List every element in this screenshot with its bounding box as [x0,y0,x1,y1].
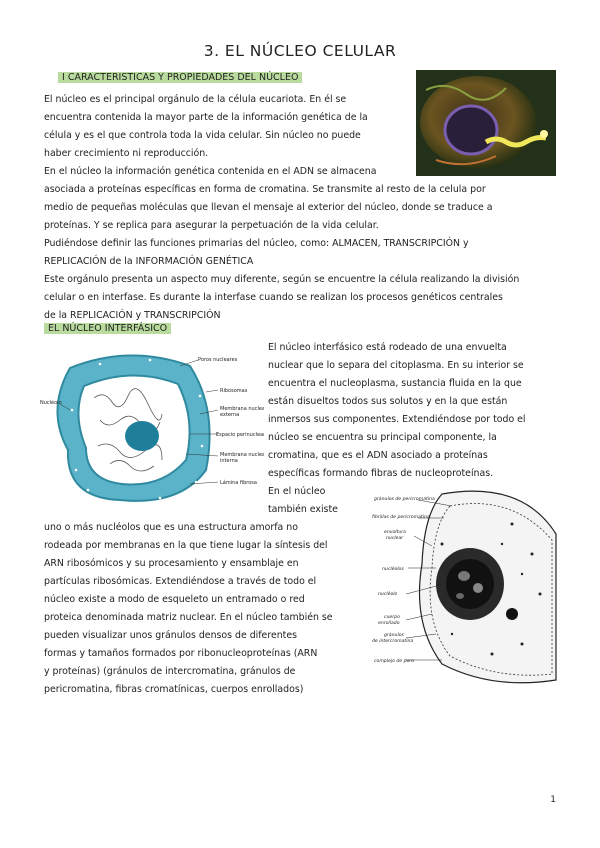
text-line: REPLICACIÓN de la INFORMACIÓN GENÉTICA [44,256,254,267]
diagram-label: cuerpo [384,615,400,620]
page-number: 1 [550,795,556,805]
diagram-label: enrollado [378,621,400,626]
diagram-label: Poros nucleares [198,357,238,363]
diagram-label: Ribosomas [220,388,248,394]
diagram-label: Lámina fibrosa [220,480,257,486]
diagram-label: interna [220,458,238,464]
diagram-label: gránulos [384,633,404,638]
text-line: proteica denominada matriz nuclear. En el núcleo también se [44,612,333,623]
diagram-label: gránulos de pericromatina [374,497,435,502]
text-line: asociada a proteínas específicas en forma de cromatina. Se transmite al resto de la celula por [44,184,486,195]
text-line: uno o más nucléolos que es una estructura amorfa no [44,522,298,533]
section-heading-text: EL NÚCLEO INTERFÁSICO [44,323,171,334]
text-line: nuclear que lo separa del citoplasma. En su interior se [268,360,524,371]
text-line: formas y tamaños formados por ribonucleoproteínas (ARN [44,648,318,659]
text-line: inmersos sus componentes. Extendiéndose por todo el [268,414,526,425]
text-line: también existe [268,504,338,515]
diagram-label: Nucléolo [40,400,62,406]
text-line: En el núcleo la información genética contenida en el ADN se almacena [44,166,377,177]
text-line: proteínas. Y se replica para asegurar la perpetuación de la vida celular. [44,220,379,231]
page-title: 3. EL NÚCLEO CELULAR [203,42,397,60]
diagram-label: fibrillas de pericromatina [372,515,430,520]
diagram-label: de intercromatina [372,639,414,644]
text-line: núcleo se encuentra su principal componente, la [268,432,497,443]
text-line: pericromatina, fibras cromatínicas, cuerpos enrollados) [44,684,304,695]
section-heading-text: I CARACTERISTICAS Y PROPIEDADES DEL NÚCLEO [58,72,302,83]
diagram-label: Membrana nuclear [220,452,264,458]
text-line: haber crecimiento ni reproducción. [44,148,209,159]
text-line: En el núcleo [268,486,326,497]
section-heading-characteristics [58,72,302,83]
diagram-label: nucléolo [378,592,398,597]
diagram-label: Membrana nuclear [220,406,264,412]
text-line: cromatina, que es el ADN asociado a proteínas [268,450,488,461]
text-line: Pudiéndose definir las funciones primarias del núcleo, como: ALMACEN, TRANSCRIPCIÓN y [44,238,469,249]
text-line: medio de pequeñas moléculas que llevan el mensaje al exterior del núcleo, donde se traduce a [44,202,493,213]
text-line: El núcleo es el principal orgánulo de la célula eucariota. En él se [44,94,347,105]
text-line: pueden visualizar unos gránulos densos de diferentes [44,630,298,641]
text-line: de la REPLICACIÓN y TRANSCRIPCIÓN [44,310,221,321]
text-line: encuentra el nucleoplasma, sustancia fluida en la que [268,378,522,389]
text-line: y proteínas) (gránulos de intercromatina, gránulos de [44,666,296,677]
text-line: ARN ribosómicos y su procesamiento y ensamblaje en [44,558,299,569]
text-line: celular o en interfase. Es durante la interfase cuando se realizan los procesos genéticos centrales [44,292,503,303]
diagram-label: complejo de poro [374,659,415,664]
text-line: rodeada por membranas en la que tiene lugar la síntesis del [44,540,328,551]
text-line: encuentra contenida la mayor parte de la información genética de la [44,112,368,123]
text-line: específicas formando fibras de nucleoproteínas. [268,468,494,479]
text-line: El núcleo interfásico está rodeado de una envuelta [268,342,507,353]
diagram-label: Espacio perinuclear [216,432,264,438]
text-line: partículas ribosómicas. Extendiéndose a través de todo el [44,576,317,587]
diagram-label: envoltura [384,530,406,535]
text-line: están disueltos todos sus solutos y en la que están [268,396,508,407]
nucleus-micrograph-image [416,70,556,176]
nucleus-diagram [40,350,264,510]
diagram-label: externa [220,412,240,418]
diagram-label: nuclear [386,536,404,541]
text-line: núcleo existe a modo de esqueleto un entramado o red [44,594,305,605]
text-line: Este orgánulo presenta un aspecto muy diferente, según se encuentre la célula realizando la división [44,274,520,285]
nucleus-micrograph-drawing [372,484,562,684]
section-heading-interphase [44,323,171,334]
diagram-label: nucléolos [382,567,404,572]
text-line: célula y es el que controla toda la vida celular. Sin núcleo no puede [44,130,361,141]
